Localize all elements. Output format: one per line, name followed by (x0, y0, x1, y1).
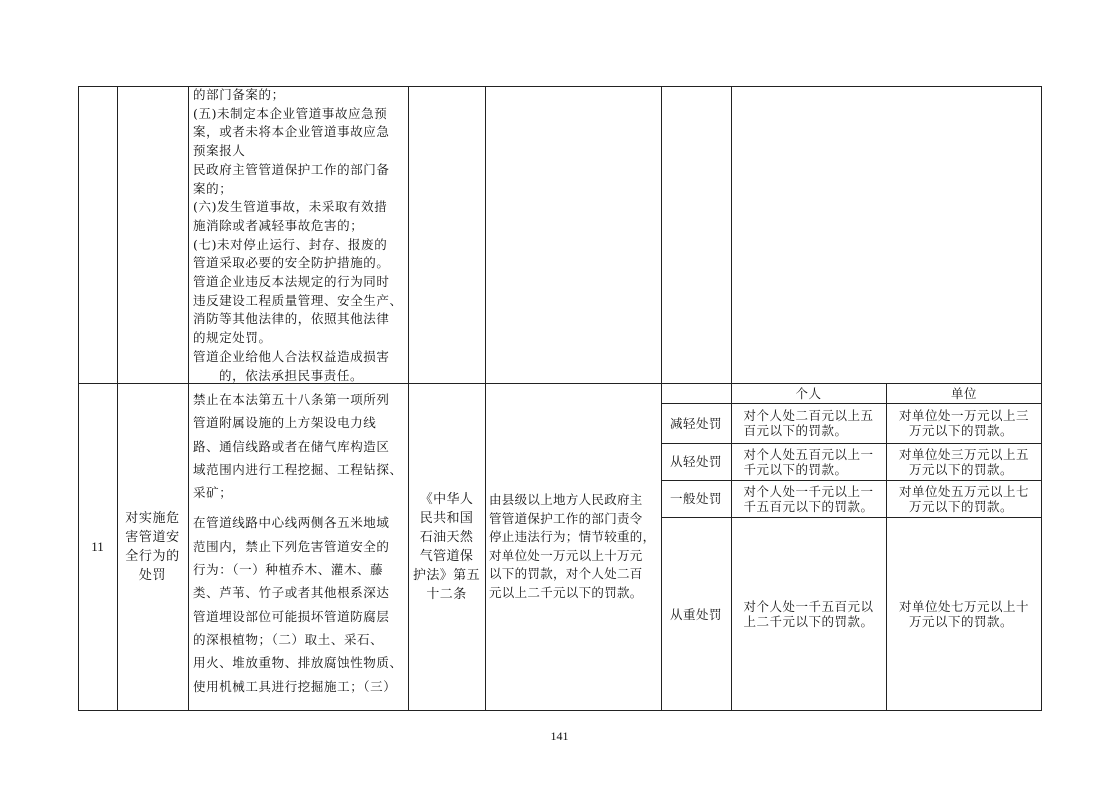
law-line: 护法》第五 (412, 568, 480, 583)
content-line: 使用机械工具进行挖掘施工；（三） (193, 678, 397, 694)
level-text: 减轻处罚 (669, 415, 722, 431)
authority-line: 元以上二千元以下的罚款。 (489, 584, 643, 600)
penalty-line: 对单位处七万元以上十 (898, 599, 1029, 614)
prev-line: 违反建设工程质量管理、安全生产、 (193, 292, 403, 308)
prev-line: 的部门备案的； (193, 87, 285, 102)
penalty-line: 万元以下的罚款。 (908, 461, 1013, 477)
prev-line: 民政府主管管道保护工作的部门备 (193, 161, 390, 177)
penalty-line: 万元以下的罚款。 (908, 423, 1013, 438)
prev-line: 管道企业违反本法规定的行为同时 (193, 274, 390, 290)
prev-line: (六)发生管道事故，未采取有效措 (193, 199, 388, 215)
content-line: 域范围内进行工程挖掘、工程钻探、 (193, 461, 403, 477)
penalty-line: 对个人处二百元以上五 (743, 408, 874, 423)
prev-line: (五)未制定本企业管道事故应急预 (193, 105, 388, 121)
law-line: 民共和国 (419, 511, 474, 526)
penalty-line: 对个人处一千元以上一 (743, 483, 874, 499)
law-line: 十二条 (426, 587, 467, 602)
content-line: 在管道线路中心线两侧各五米地域 (193, 515, 390, 531)
penalty-text (899, 408, 1029, 438)
penalty-line: 万元以下的罚款。 (908, 614, 1013, 629)
prev-line: 施消除或者减轻事故危害的； (193, 217, 364, 233)
page-number: 141 (550, 729, 569, 743)
penalty-level-3 (661, 480, 731, 517)
penalty-individual-4 (731, 517, 886, 711)
penalty-line: 上二千元以下的罚款。 (743, 614, 874, 629)
content-line: 行为：（一）种植乔木、灌木、藤 (193, 562, 384, 578)
penalty-line: 千元以下的罚款。 (743, 461, 848, 477)
penalty-line: 对单位处五万元以上七 (898, 483, 1029, 499)
level-text: 从轻处罚 (669, 454, 722, 469)
prev-line: 案的； (193, 180, 233, 196)
law-basis (413, 490, 480, 604)
level-text: 一般处罚 (669, 491, 722, 506)
authority-line: 以下的罚款，对个人处二百 (489, 566, 643, 581)
content-line: 用火、堆放重物、排放腐蚀性物质、 (193, 655, 403, 671)
prev-line: 管道企业给他人合法权益造成损害 (193, 348, 390, 364)
authority-line: 由县级以上地方人民政府主 (489, 492, 643, 507)
row-number-text: 11 (91, 539, 104, 554)
header-individual-text: 个人 (795, 385, 822, 401)
penalty-text (743, 447, 873, 477)
penalty-line: 万元以下的罚款。 (908, 498, 1013, 514)
penalty-text (743, 408, 873, 438)
penalty-line: 对单位处一万元以上三 (898, 408, 1029, 423)
col-divider-4 (485, 86, 486, 711)
penalty-unit-1 (886, 403, 1042, 443)
law-line: 气管道保 (419, 549, 474, 564)
item-name-line: 害管道安 (125, 530, 180, 545)
prev-row-content (193, 86, 407, 385)
penalty-line: 对个人处五百元以上一 (743, 446, 874, 462)
prev-line: 管道采取必要的安全防护措施的。 (193, 255, 390, 271)
row11-content (193, 388, 407, 698)
penalty-level-4 (661, 517, 731, 711)
content-line: 禁止在本法第五十八条第一项所列 (193, 392, 390, 407)
item-name-line: 处罚 (138, 568, 167, 583)
item-name (125, 509, 179, 585)
prev-line: 的，依法承担民事责任。 (219, 367, 364, 383)
content-line: 类、芦苇、竹子或者其他根系深达 (193, 585, 390, 601)
content-line: 路、通信线路或者在储气库构造区 (193, 438, 390, 454)
col-divider-2 (188, 86, 189, 711)
authority (489, 491, 661, 602)
content-spacer (193, 504, 407, 511)
item-name-line: 全行为的 (125, 549, 180, 564)
header-unit-text: 单位 (950, 385, 977, 401)
law-line: 石油天然 (419, 530, 474, 545)
penalty-header-unit (886, 383, 1042, 403)
prev-line: 案，或者未将本企业管道事故应急 (193, 124, 390, 140)
penalty-text (899, 599, 1029, 629)
row-number (78, 383, 117, 711)
prev-line: 消防等其他法律的，依照其他法律 (193, 311, 390, 327)
prev-line: 的规定处罚。 (193, 330, 272, 346)
penalty-line: 对单位处三万元以上五 (898, 446, 1029, 462)
content-line: 管道附属设施的上方架设电力线 (193, 415, 377, 431)
item-name-line: 对实施危 (125, 511, 180, 526)
penalty-text (899, 447, 1029, 477)
penalty-individual-3 (731, 480, 886, 517)
content-line: 管道埋设部位可能损坏管道防腐层 (193, 608, 390, 624)
penalty-level-1 (661, 403, 731, 443)
penalty-line: 千五百元以下的罚款。 (743, 498, 874, 514)
item-name-cell (117, 383, 188, 711)
penalty-level-2 (661, 443, 731, 480)
law-basis-cell (408, 383, 485, 711)
content-line: 的深根植物；（二）取土、采石、 (193, 631, 384, 647)
authority-line: 停止违法行为；情节较重的， (489, 529, 656, 544)
penalty-individual-2 (731, 443, 886, 480)
prev-line: 预案报人 (193, 143, 246, 159)
penalty-text (899, 484, 1029, 514)
penalty-line: 百元以下的罚款。 (743, 423, 848, 438)
penalty-text (743, 599, 873, 629)
authority-cell (489, 491, 661, 602)
content-line: 采矿； (193, 485, 233, 501)
penalty-header-individual (731, 383, 886, 403)
penalty-individual-1 (731, 403, 886, 443)
penalty-unit-4 (886, 517, 1042, 711)
penalty-unit-3 (886, 480, 1042, 517)
penalty-text (743, 484, 873, 514)
content-line: 范围内，禁止下列危害管道安全的 (193, 538, 390, 554)
authority-line: 对单位处一万元以上十万元 (489, 547, 643, 563)
authority-line: 管管道保护工作的部门责令 (489, 510, 643, 526)
penalty-unit-2 (886, 443, 1042, 480)
penalty-line: 对个人处一千五百元以 (743, 599, 874, 614)
level-text: 从重处罚 (669, 606, 722, 622)
prev-line: (七)未对停止运行、封存、报废的 (193, 236, 388, 252)
law-line: 《中华人 (419, 492, 474, 507)
